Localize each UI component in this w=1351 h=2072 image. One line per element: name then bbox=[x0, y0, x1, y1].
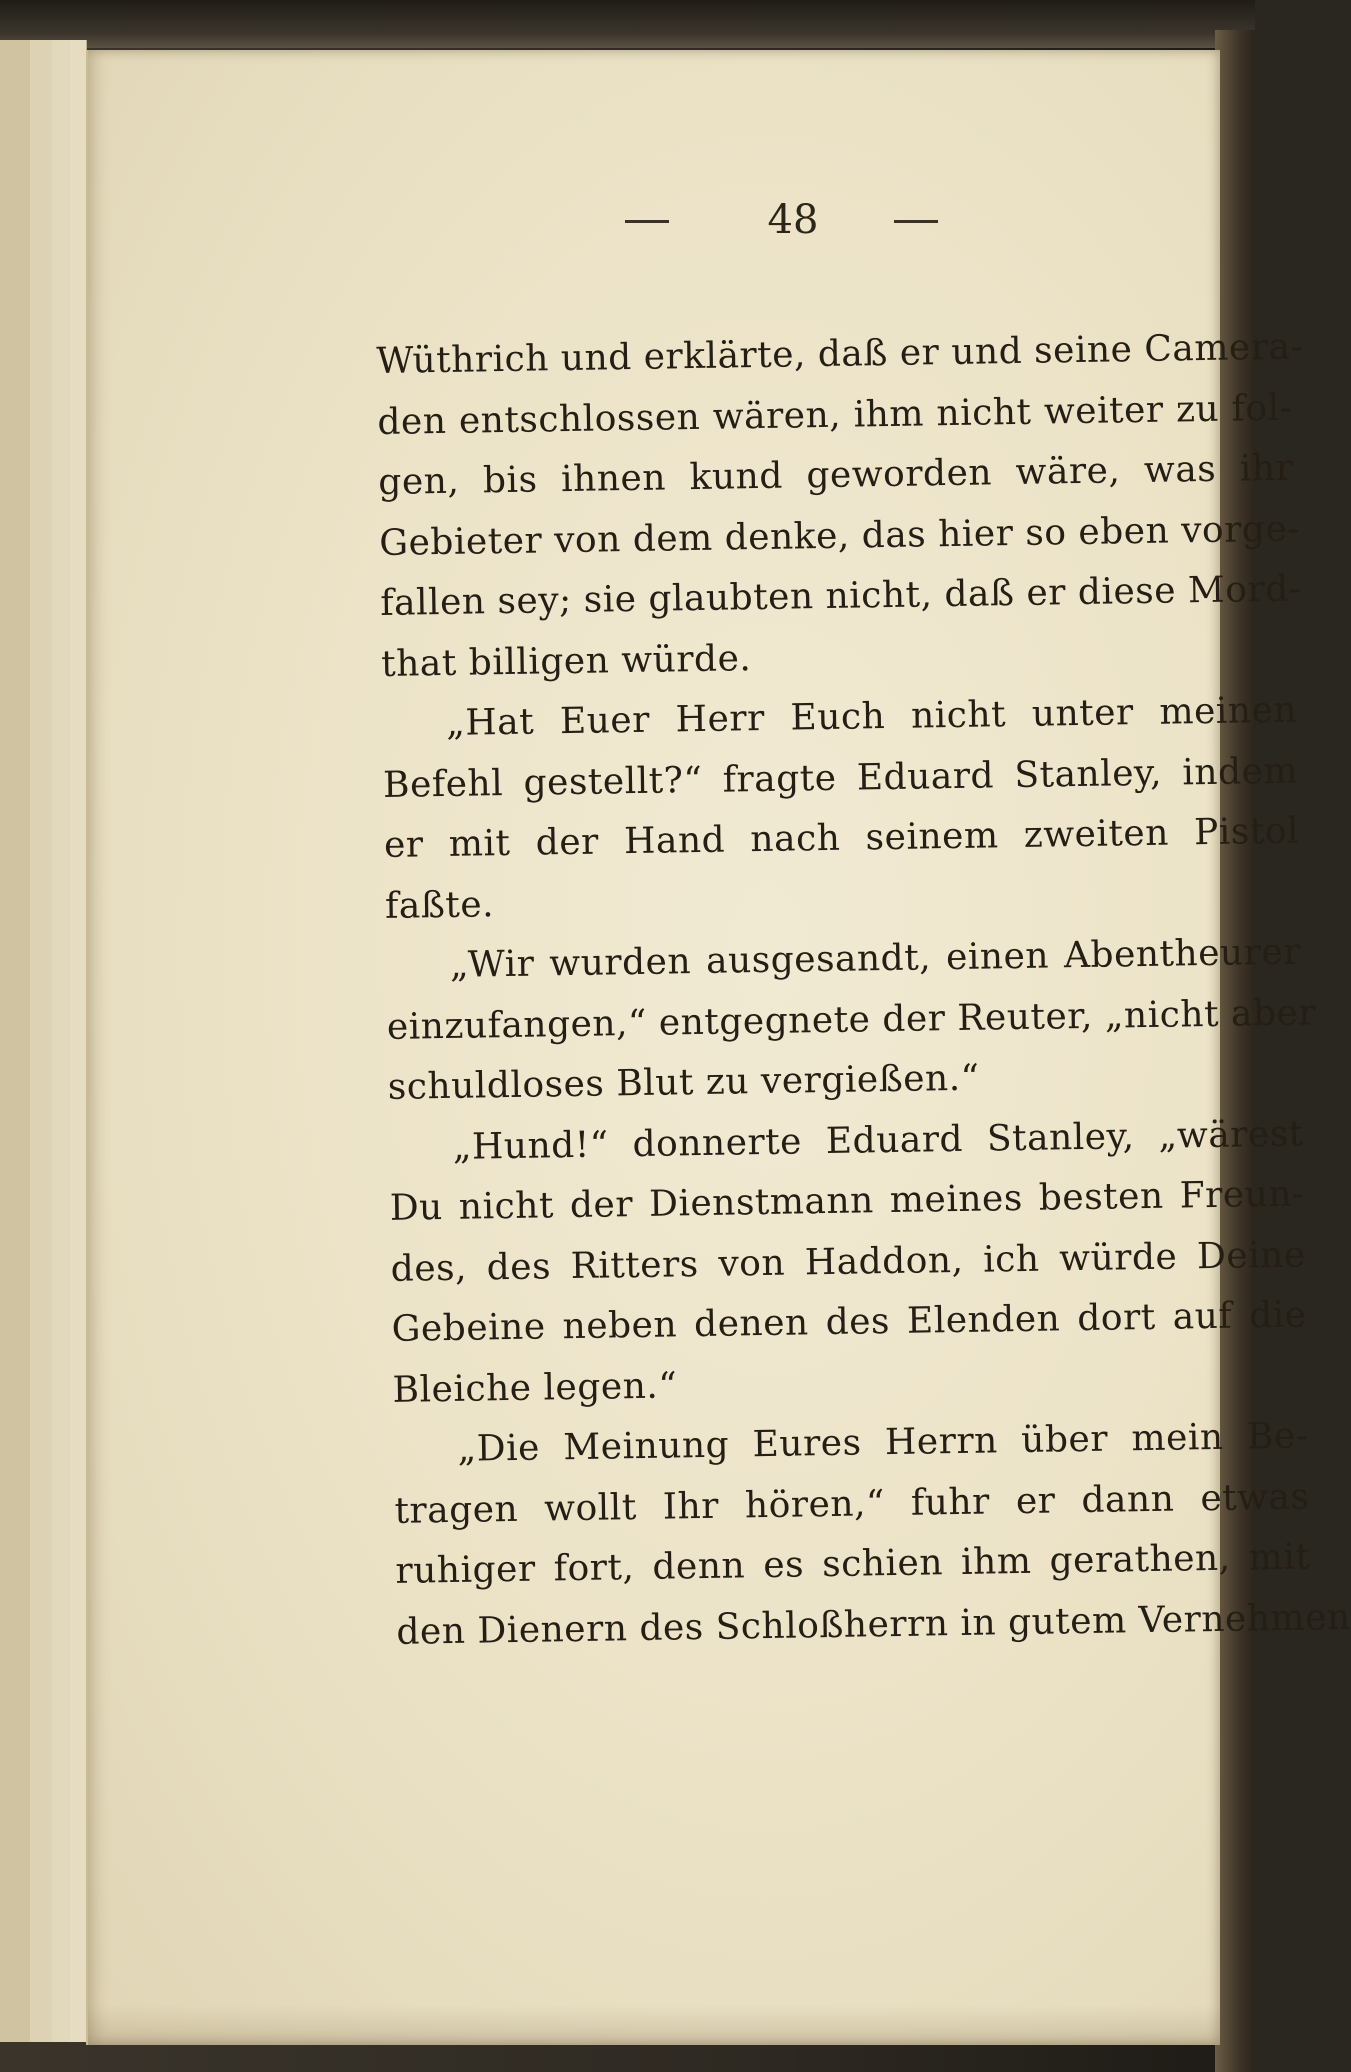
text-line: des, des Ritters von Haddon, ich würde Deine bbox=[390, 1234, 1306, 1290]
text-line: „Hund!“ donnerte Eduard Stanley, „wärest bbox=[452, 1113, 1305, 1168]
header-dash-right bbox=[894, 220, 938, 223]
text-line: „Wir wurden ausgesandt, einen Abentheurer bbox=[449, 931, 1302, 986]
book-cover-edge bbox=[0, 0, 1255, 48]
body-text bbox=[376, 318, 1351, 1663]
text-line: den Dienern des Schloßherrn in gutem Vernehmen bbox=[396, 1596, 1351, 1653]
text-line: tragen wollt Ihr hören,“ fuhr er dann etwas bbox=[394, 1475, 1310, 1532]
text-line: that billigen würde. bbox=[380, 637, 752, 685]
text-line: Bleiche legen.“ bbox=[392, 1364, 678, 1411]
page-edge bbox=[52, 40, 71, 2042]
text-line: ruhiger fort, denn es schien ihm gerathen, mit bbox=[395, 1536, 1311, 1592]
page-edge bbox=[0, 40, 31, 2042]
text-line: gen, bis ihnen kund geworden wäre, was ihr bbox=[378, 447, 1294, 503]
text-line: „Hat Euer Herr Euch nicht unter meinen bbox=[445, 689, 1298, 744]
text-line: Du nicht der Dienstmann meines besten Freun- bbox=[389, 1173, 1305, 1229]
text-line: faßte. bbox=[384, 883, 495, 927]
page-header bbox=[88, 190, 1220, 250]
text-line: schuldloses Blut zu vergießen.“ bbox=[387, 1057, 980, 1108]
page-number: 48 bbox=[767, 197, 819, 243]
text-line: Gebieter von dem denke, das hier so eben vorge- bbox=[378, 508, 1301, 564]
text-line: einzufangen,“ entgegnete der Reuter, „nicht aber bbox=[386, 991, 1317, 1048]
text-line: Befehl gestellt?“ fragte Eduard Stanley, indem bbox=[382, 750, 1299, 806]
page-edge bbox=[70, 40, 87, 2042]
text-line: er mit der Hand nach seinem zweiten Pistol bbox=[383, 810, 1300, 866]
book-page bbox=[86, 50, 1351, 2045]
text-line: Gebeine neben denen des Elenden dort auf die bbox=[391, 1294, 1307, 1350]
page-edge bbox=[30, 40, 53, 2042]
text-line: Wüthrich und erklärte, daß er und seine Camera- bbox=[376, 326, 1304, 382]
text-line: „Die Meinung Eures Herrn über mein Be- bbox=[457, 1415, 1309, 1470]
header-dash-left bbox=[625, 220, 669, 223]
text-line: fallen sey; sie glaubten nicht, daß er diese Mord- bbox=[379, 568, 1302, 624]
text-line: den entschlossen wären, ihm nicht weiter zu fol- bbox=[377, 387, 1293, 443]
